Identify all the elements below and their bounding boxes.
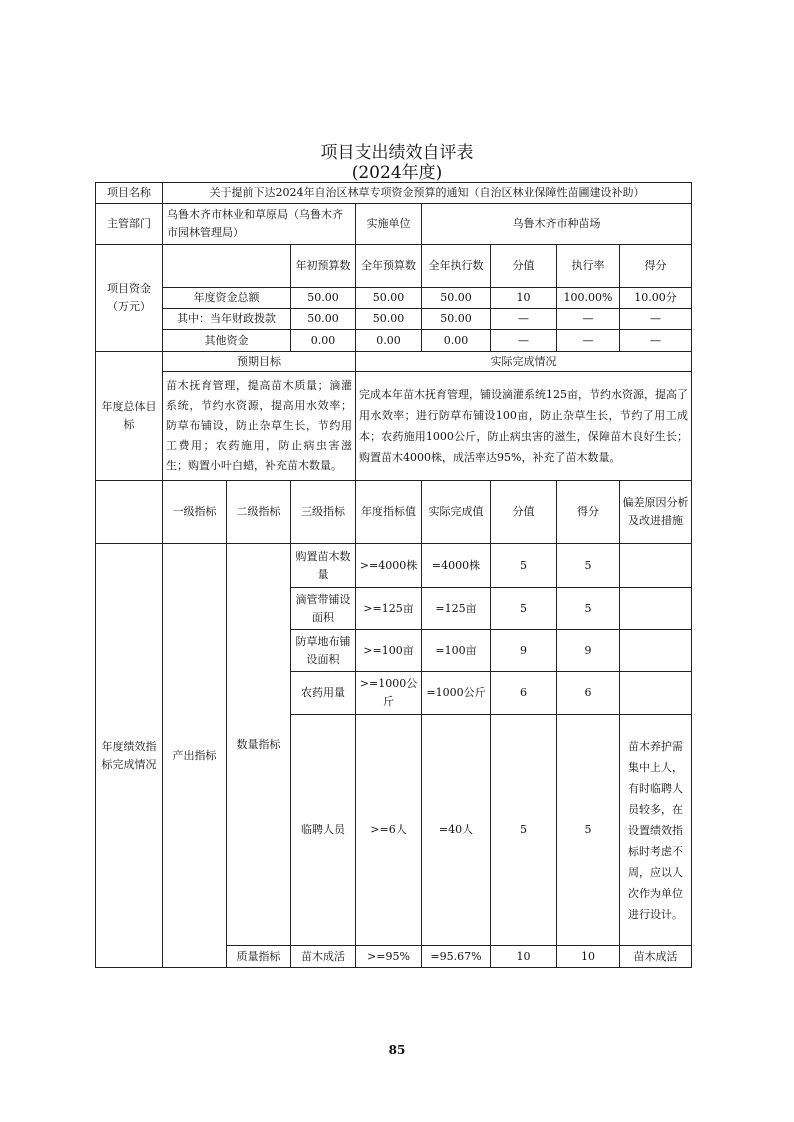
perf-got: 9 <box>557 630 620 672</box>
funds-cell: 0.00 <box>422 330 491 352</box>
funds-label: 项目资金（万元） <box>96 245 163 352</box>
page-title: 项目支出绩效自评表 <box>320 143 474 163</box>
perf-got: 10 <box>557 946 620 968</box>
funds-cell: — <box>491 330 557 352</box>
funds-cell: 50.00 <box>356 309 422 330</box>
perf-header: 分值 <box>491 481 557 544</box>
table-row <box>96 183 692 204</box>
perf-header: 二级指标 <box>227 481 291 544</box>
perf-header-blank <box>96 481 163 544</box>
perf-score: 9 <box>491 630 557 672</box>
funds-cell: 100.00% <box>557 288 620 309</box>
performance-table <box>95 182 692 968</box>
project-name-label: 项目名称 <box>96 183 163 204</box>
perf-target: >=100亩 <box>356 630 422 672</box>
perf-actual: =4000株 <box>422 544 491 588</box>
perf-indicator: 购置苗木数量 <box>291 544 356 588</box>
perf-target: >=125亩 <box>356 588 422 630</box>
funds-cell: — <box>557 330 620 352</box>
page-number: 85 <box>388 1043 406 1057</box>
perf-label: 年度绩效指标完成情况 <box>96 544 163 968</box>
funds-cell: — <box>620 309 692 330</box>
perf-level1: 产出指标 <box>163 544 227 968</box>
project-name-value: 关于提前下达2024年自治区林草专项资金预算的通知（自治区林业保障性苗圃建设补助） <box>163 183 692 204</box>
perf-got: 5 <box>557 588 620 630</box>
perf-got: 5 <box>557 715 620 946</box>
perf-header: 一级指标 <box>163 481 227 544</box>
funds-header: 执行率 <box>557 245 620 288</box>
perf-got: 5 <box>557 544 620 588</box>
funds-cell: 50.00 <box>422 288 491 309</box>
perf-actual: =1000公斤 <box>422 672 491 715</box>
perf-header: 偏差原因分析及改进措施 <box>620 481 692 544</box>
funds-header: 年初预算数 <box>291 245 356 288</box>
perf-header: 实际完成值 <box>422 481 491 544</box>
perf-note <box>620 544 692 588</box>
table-row <box>96 330 692 352</box>
perf-score: 5 <box>491 715 557 946</box>
table-row <box>96 481 692 544</box>
funds-row-label: 年度资金总额 <box>163 288 291 309</box>
goals-expected-text: 苗木抚育管理，提高苗木质量；滴灌系统，节约水资源，提高用水效率；防草布铺设，防止杂草生长，节约用工费用；农药施用，防止病虫害滋生；购置小叶白蜡，补充苗木数量。 <box>163 372 356 481</box>
funds-header: 得分 <box>620 245 692 288</box>
perf-score: 5 <box>491 544 557 588</box>
impl-label: 实施单位 <box>356 204 422 245</box>
perf-score: 6 <box>491 672 557 715</box>
perf-target: >=4000株 <box>356 544 422 588</box>
impl-value: 乌鲁木齐市种苗场 <box>422 204 692 245</box>
table-row <box>96 245 692 288</box>
funds-cell: 0.00 <box>356 330 422 352</box>
funds-cell: 50.00 <box>291 288 356 309</box>
table-row <box>96 544 692 588</box>
perf-indicator: 临聘人员 <box>291 715 356 946</box>
funds-header: 分值 <box>491 245 557 288</box>
funds-cell: — <box>620 330 692 352</box>
funds-row-label: 其中：当年财政拨款 <box>163 309 291 330</box>
perf-target: >=1000公斤 <box>356 672 422 715</box>
perf-indicator: 农药用量 <box>291 672 356 715</box>
perf-score: 10 <box>491 946 557 968</box>
perf-note <box>620 630 692 672</box>
perf-got: 6 <box>557 672 620 715</box>
funds-header: 全年预算数 <box>356 245 422 288</box>
perf-note <box>620 588 692 630</box>
dept-label: 主管部门 <box>96 204 163 245</box>
funds-cell: 50.00 <box>291 309 356 330</box>
perf-actual: =125亩 <box>422 588 491 630</box>
perf-header: 年度指标值 <box>356 481 422 544</box>
funds-cell: — <box>491 309 557 330</box>
perf-note: 苗木成活 <box>620 946 692 968</box>
table-row <box>96 204 692 245</box>
perf-note <box>620 672 692 715</box>
perf-indicator: 滴管带铺设面积 <box>291 588 356 630</box>
funds-cell: 0.00 <box>291 330 356 352</box>
goals-expected-header: 预期目标 <box>163 352 356 372</box>
funds-row-label: 其他资金 <box>163 330 291 352</box>
perf-level2-qty: 数量指标 <box>227 544 291 946</box>
table-row <box>96 288 692 309</box>
perf-score: 5 <box>491 588 557 630</box>
funds-cell: 50.00 <box>422 309 491 330</box>
dept-value: 乌鲁木齐市林业和草原局（乌鲁木齐市园林管理局） <box>163 204 356 245</box>
table-row <box>96 352 692 372</box>
perf-header: 三级指标 <box>291 481 356 544</box>
funds-cell: 10 <box>491 288 557 309</box>
perf-target: >=6人 <box>356 715 422 946</box>
perf-actual: =95.67% <box>422 946 491 968</box>
funds-cell: 10.00分 <box>620 288 692 309</box>
funds-cell: — <box>557 309 620 330</box>
perf-indicator: 防草地布铺设面积 <box>291 630 356 672</box>
funds-header: 全年执行数 <box>422 245 491 288</box>
perf-indicator: 苗木成活 <box>291 946 356 968</box>
funds-header-blank <box>163 245 291 288</box>
perf-header: 得分 <box>557 481 620 544</box>
table-row <box>96 309 692 330</box>
goals-actual-header: 实际完成情况 <box>356 352 692 372</box>
perf-actual: =100亩 <box>422 630 491 672</box>
perf-target: >=95% <box>356 946 422 968</box>
perf-note: 苗木养护需集中上人，有时临聘人员较多，在设置绩效指标时考虑不周，应以人次作为单位进行设计。 <box>620 715 692 946</box>
perf-level2-quality: 质量指标 <box>227 946 291 968</box>
funds-cell: 50.00 <box>356 288 422 309</box>
goals-actual-text: 完成本年苗木抚育管理，铺设滴灌系统125亩，节约水资源，提高了用水效率；进行防草布铺设100亩，防止杂草生长，节约了用工成本；农药施用1000公斤，防止病虫害的滋生，保障苗木良好生长；购置苗木4000株，成活率达95%，补充了苗木数量。 <box>356 372 692 481</box>
page-subtitle-year: (2024年度) <box>351 163 443 183</box>
perf-actual: =40人 <box>422 715 491 946</box>
goals-label: 年度总体目标 <box>96 352 163 481</box>
table-row <box>96 372 692 481</box>
